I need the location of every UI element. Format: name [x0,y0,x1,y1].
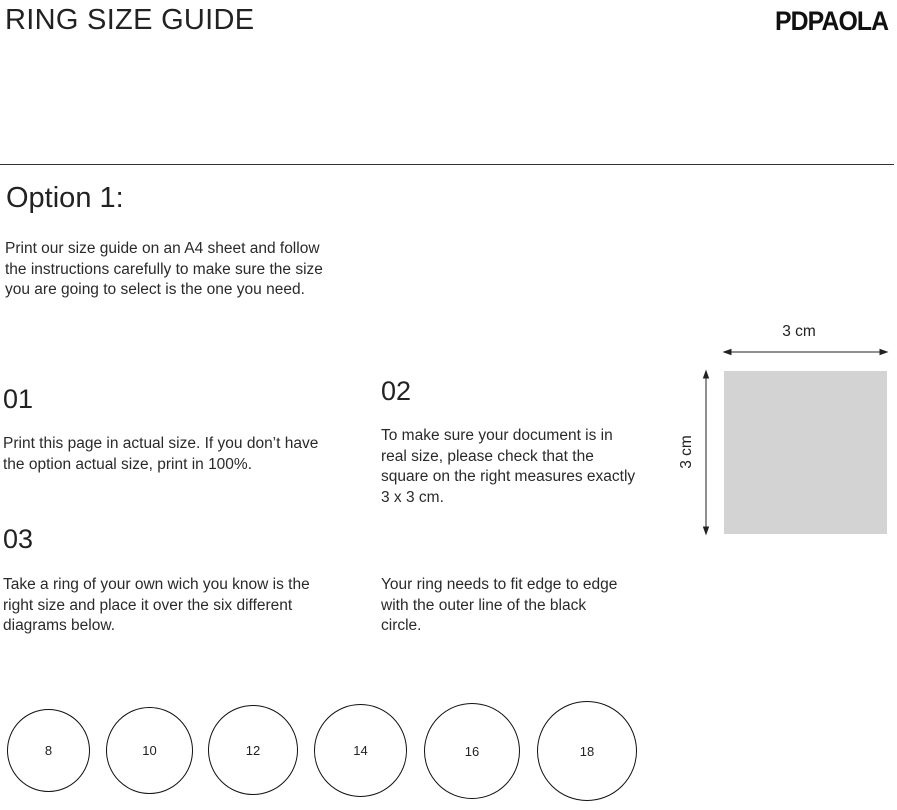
width-dimension-label: 3 cm [782,323,816,340]
width-arrow-right-head [880,350,887,355]
ring-size-16 [424,703,520,799]
ring-size-10 [106,707,193,794]
step-3-text: Take a ring of your own wich you know is the right size and place it over the six different diagrams below. [3,576,310,634]
ring-size-label: 8 [44,743,53,758]
ring-size-8 [7,709,90,792]
ring-size-label: 16 [464,743,480,759]
ring-size-label: 18 [579,743,595,759]
step-2-text: To make sure your document is in real size, please check that the square on the right measures exactly 3 x 3 cm. [381,427,636,506]
step-3-number: 03 [3,524,34,554]
step-1-number: 01 [3,384,34,414]
ring-size-label: 14 [353,743,368,758]
step-2-number: 02 [381,376,412,406]
height-arrow-top-head [704,371,709,378]
step-4-text: Your ring needs to fit edge to edge with the outer line of the black circle. [381,576,618,634]
ring-size-14 [314,704,407,797]
ring-size-12 [208,705,298,795]
option-heading: Option 1: [6,182,124,214]
ring-size-label: 10 [142,743,157,758]
ring-size-18 [537,701,637,801]
height-dimension-label: 3 cm [678,435,695,469]
intro-text: Print our size guide on an A4 sheet and follow the instructions carefully to make sure the size you are going to select is the one you need. [5,240,323,298]
brand-logo: PDPAOLA [775,6,889,36]
step-1-text: Print this page in actual size. If you don’t have the option actual size, print in 100%. [3,435,319,473]
ring-size-label: 12 [245,742,261,758]
height-arrow-bottom-head [704,527,709,534]
width-arrow-left-head [724,350,731,355]
page-title: RING SIZE GUIDE [5,4,255,36]
calibration-square [724,371,887,534]
